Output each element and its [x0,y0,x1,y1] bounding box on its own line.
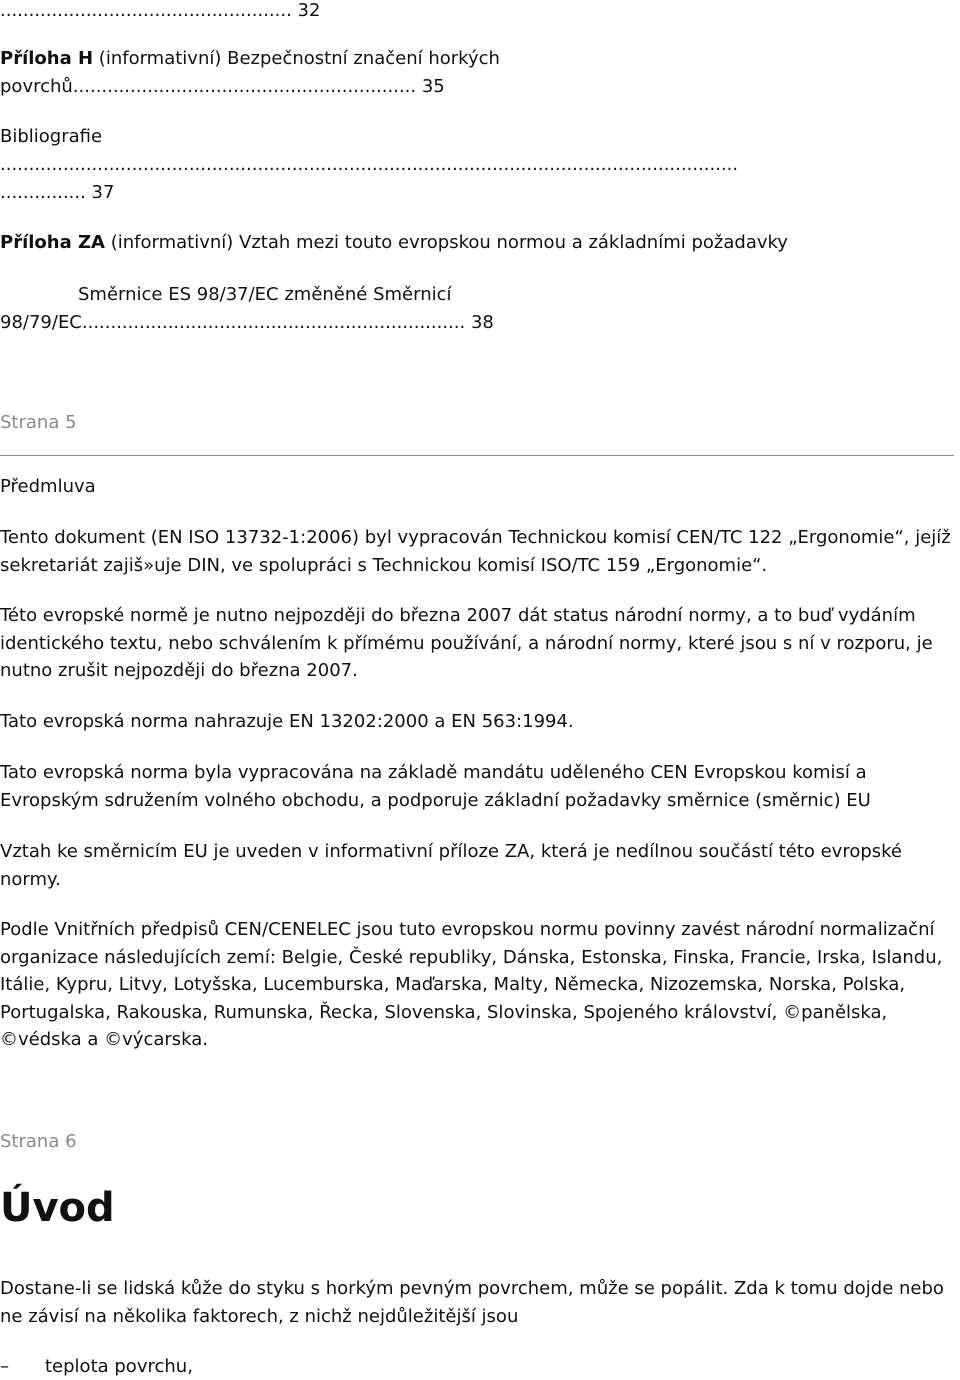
toc-entry-32 [0,0,320,24]
section-title-foreword: Předmluva [0,476,96,497]
toc-annex-title: (informativní) Vztah mezi touto evropskou normou a základními požadavky [105,232,788,253]
toc-entry-annex-za-page [0,310,494,336]
toc-entry-annex-h [0,46,500,72]
toc-entry-annex-h-page [0,74,445,100]
toc-entry-text: ............... 37 [0,182,115,203]
foreword-paragraph-2: Této evropské normě je nutno nejpozději do března 2007 dát status národní normy, a to buď vydáním identického textu, nebo schválením k přímému používání, a národní normy, které jsou s ní v rozporu, je nutno zrušit nejpozději do března 2007. [0,605,933,681]
toc-entry-text: 98/79/EC................................................................... 38 [0,312,494,333]
toc-entry-text: povrchů............................................................ 35 [0,76,445,97]
page-label-5: Strana 5 [0,412,77,433]
toc-leader-dots [0,152,960,178]
section-heading-introduction: Úvod [0,1185,115,1231]
foreword-paragraph-1: Tento dokument (EN ISO 13732-1:2006) byl vypracován Technickou komisí CEN/TC 122 „Ergonomie“, jejíž sekretariát zajiš»uje DIN, ve spolupráci s Technickou komisí ISO/TC 159 „Ergonomie“. [0,527,951,576]
foreword-paragraph-5: Vztah ke směrnicím EU je uveden v informativní příloze ZA, která je nedílnou součástí této evropské normy. [0,841,902,890]
toc-entry-text: Bibliografie [0,126,103,147]
toc-entry-bibliography [0,124,102,150]
toc-entry-annex-za [0,230,788,256]
toc-entry-text: ................................................... 32 [0,0,321,21]
list-dash: – [0,1356,9,1377]
page-label-6: Strana 6 [0,1131,77,1152]
toc-entry-bibliography-page [0,180,114,206]
toc-annex-title: (informativní) Bezpečnostní značení horkých [93,48,500,69]
foreword-paragraph-6: Podle Vnitřních předpisů CEN/CENELEC jsou tuto evropskou normu povinny zavést národní normalizační organizace následujících zemí: Belgie, České republiky, Dánska, Estonska, Finska, Francie, Irska, Islandu, Itálie, Kypru, Litvy, Lotyšska, Lucemburska, Maďarska, Malty, Německa, Nizozemska, Norska, Polska, Portugalska, Rakouska, Rumunska, Řecka, Slovenska, Slovinska, Spojeného království, ©panělska, ©védska a ©výcarska. [0,919,943,1050]
foreword-paragraph-4: Tato evropská norma byla vypracována na základě mandátu uděleného CEN Evropskou komisí a Evropským sdružením volného obchodu, a podporuje základní požadavky směrnice (směrnic) EU [0,762,871,811]
foreword-paragraph-3: Tato evropská norma nahrazuje EN 13202:2000 a EN 563:1994. [0,711,574,732]
toc-entry-annex-za-sub [78,282,452,308]
toc-leader-text: ................................................................................................................................. [0,154,739,175]
toc-entry-text: Směrnice ES 98/37/EC změněné Směrnicí [78,284,452,305]
toc-annex-label: Příloha H [0,48,94,69]
introduction-paragraph-1: Dostane-li se lidská kůže do styku s horkým pevným povrchem, může se popálit. Zda k tomu dojde nebo ne závisí na několika faktorech, z nichž nejdůležitější jsou [0,1278,944,1327]
list-item-text: teplota povrchu, [45,1356,193,1377]
section-divider [0,455,954,456]
list-item [0,1354,193,1380]
toc-annex-label: Příloha ZA [0,232,105,253]
